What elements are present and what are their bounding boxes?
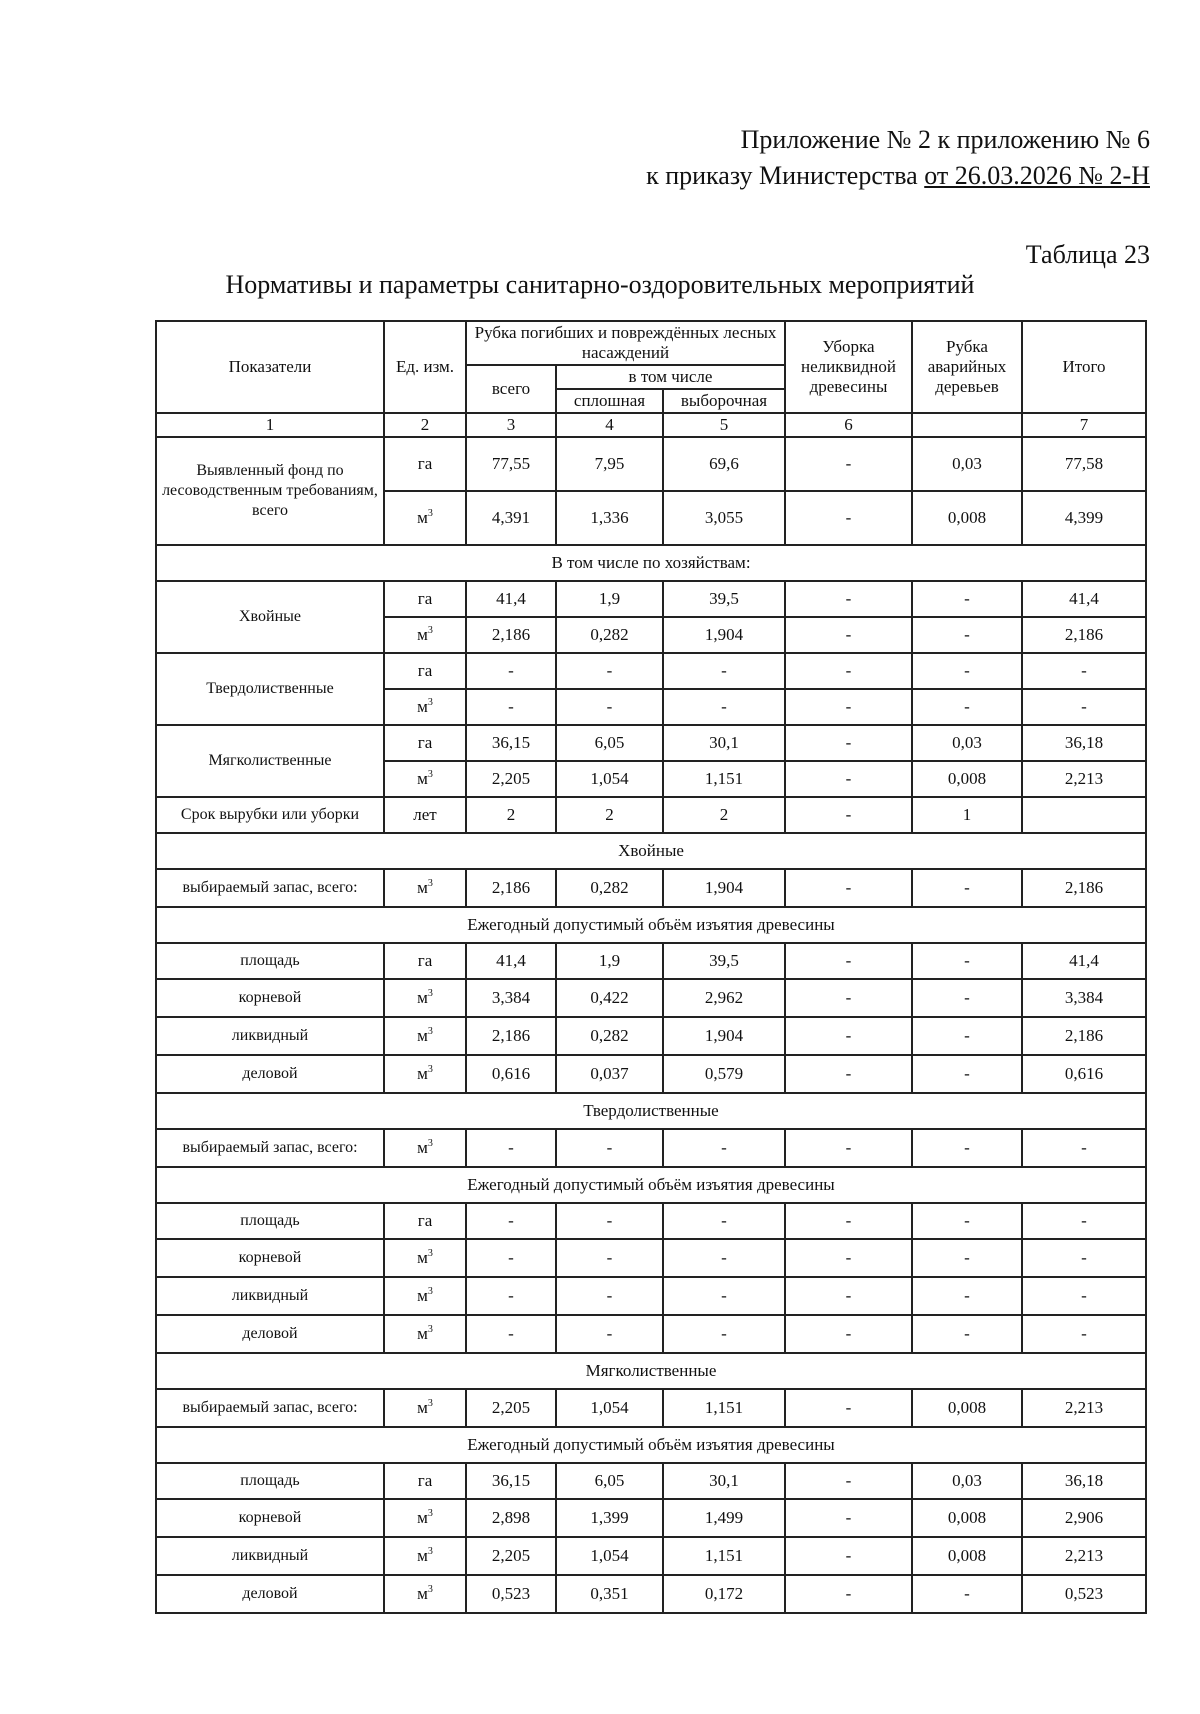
value-cell: 6,05 bbox=[556, 1463, 663, 1499]
table-row bbox=[156, 1499, 1146, 1537]
col-unit: Ед. изм. bbox=[384, 321, 466, 413]
value-cell: 77,58 bbox=[1022, 437, 1146, 491]
value-cell: 0,616 bbox=[1022, 1055, 1146, 1093]
unit-cell bbox=[384, 1239, 466, 1277]
value-cell: - bbox=[785, 437, 912, 491]
col-emergency: Рубка аварийных деревьев bbox=[912, 321, 1022, 413]
value-cell: 2 bbox=[556, 797, 663, 833]
value-cell: - bbox=[785, 1575, 912, 1613]
unit-cell: га bbox=[384, 1463, 466, 1499]
value-cell: 1,904 bbox=[663, 1017, 785, 1055]
unit-m: м bbox=[417, 1508, 428, 1527]
value-cell: - bbox=[785, 1277, 912, 1315]
value-cell: - bbox=[785, 1315, 912, 1353]
unit-cell bbox=[384, 869, 466, 907]
unit-exp: 3 bbox=[427, 1248, 433, 1259]
value-cell: - bbox=[556, 689, 663, 725]
value-cell: - bbox=[1022, 653, 1146, 689]
col-itogo: Итого bbox=[1022, 321, 1146, 413]
table-header bbox=[156, 321, 1146, 437]
value-cell: - bbox=[785, 689, 912, 725]
value-cell: - bbox=[785, 1017, 912, 1055]
value-cell: - bbox=[785, 1537, 912, 1575]
unit-exp: 3 bbox=[427, 1546, 433, 1557]
value-cell: - bbox=[663, 1277, 785, 1315]
unit-m: м bbox=[417, 988, 428, 1007]
header-order-date: от 26.03.2026 № 2-Н bbox=[924, 161, 1150, 190]
header-order-prefix: к приказу Министерства bbox=[646, 161, 925, 190]
section-row bbox=[156, 1167, 1146, 1203]
table-number: Таблица 23 bbox=[1025, 240, 1150, 269]
unit-exp: 3 bbox=[427, 988, 433, 999]
col-indicators: Показатели bbox=[156, 321, 384, 413]
value-cell: - bbox=[556, 653, 663, 689]
value-cell: - bbox=[1022, 1129, 1146, 1167]
row-label: корневой bbox=[156, 1499, 384, 1537]
unit-exp: 3 bbox=[427, 1398, 433, 1409]
unit-cell bbox=[384, 1129, 466, 1167]
value-cell: 2,213 bbox=[1022, 1537, 1146, 1575]
col-clear: сплошная bbox=[556, 389, 663, 413]
value-cell: 1 bbox=[912, 797, 1022, 833]
value-cell: 1,151 bbox=[663, 1389, 785, 1427]
unit-m: м bbox=[417, 625, 428, 644]
value-cell: - bbox=[663, 1315, 785, 1353]
col-selective: выборочная bbox=[663, 389, 785, 413]
section-row bbox=[156, 833, 1146, 869]
table-title: Нормативы и параметры санитарно-оздоровительных мероприятий bbox=[225, 270, 975, 299]
unit-cell: га bbox=[384, 725, 466, 761]
value-cell: - bbox=[556, 1203, 663, 1239]
table-row bbox=[156, 979, 1146, 1017]
unit-cell bbox=[384, 1389, 466, 1427]
row-label: ликвидный bbox=[156, 1017, 384, 1055]
table-row bbox=[156, 1315, 1146, 1353]
row-label: корневой bbox=[156, 1239, 384, 1277]
unit-cell: га bbox=[384, 1203, 466, 1239]
value-cell: - bbox=[556, 1315, 663, 1353]
unit-m: м bbox=[417, 1546, 428, 1565]
unit-cell: га bbox=[384, 437, 466, 491]
unit-m: м bbox=[417, 1064, 428, 1083]
value-cell: 2 bbox=[663, 797, 785, 833]
value-cell: 1,151 bbox=[663, 1537, 785, 1575]
value-cell: 0,037 bbox=[556, 1055, 663, 1093]
value-cell: 2,186 bbox=[1022, 617, 1146, 653]
value-cell: 2,898 bbox=[466, 1499, 556, 1537]
value-cell: - bbox=[785, 1463, 912, 1499]
table-row bbox=[156, 869, 1146, 907]
value-cell: 1,054 bbox=[556, 1537, 663, 1575]
value-cell: - bbox=[785, 491, 912, 545]
value-cell: 1,9 bbox=[556, 581, 663, 617]
table-row bbox=[156, 581, 1146, 617]
col-felling: Рубка погибших и повреждённых лесных насаждений bbox=[466, 321, 785, 365]
value-cell: 30,1 bbox=[663, 1463, 785, 1499]
value-cell: 4,391 bbox=[466, 491, 556, 545]
unit-exp: 3 bbox=[427, 697, 433, 708]
value-cell: - bbox=[785, 1129, 912, 1167]
value-cell: - bbox=[912, 1239, 1022, 1277]
value-cell: - bbox=[556, 1239, 663, 1277]
row-label: деловой bbox=[156, 1315, 384, 1353]
unit-m: м bbox=[417, 769, 428, 788]
unit-m: м bbox=[417, 697, 428, 716]
value-cell: - bbox=[1022, 689, 1146, 725]
unit-cell: га bbox=[384, 943, 466, 979]
unit-m: м bbox=[417, 1324, 428, 1343]
farm-name: Хвойные bbox=[156, 581, 384, 653]
section-title: Хвойные bbox=[156, 833, 1146, 869]
value-cell: - bbox=[912, 1017, 1022, 1055]
value-cell: - bbox=[785, 943, 912, 979]
value-cell: - bbox=[785, 653, 912, 689]
value-cell: 0,008 bbox=[912, 1499, 1022, 1537]
value-cell: - bbox=[785, 581, 912, 617]
unit-cell bbox=[384, 1575, 466, 1613]
unit-m: м bbox=[417, 1398, 428, 1417]
value-cell bbox=[1022, 797, 1146, 833]
value-cell: 41,4 bbox=[466, 943, 556, 979]
value-cell: 41,4 bbox=[1022, 581, 1146, 617]
value-cell: 1,336 bbox=[556, 491, 663, 545]
value-cell: 1,904 bbox=[663, 869, 785, 907]
unit-cell bbox=[384, 689, 466, 725]
section-row bbox=[156, 1427, 1146, 1463]
col-num: 6 bbox=[785, 413, 912, 437]
value-cell: 77,55 bbox=[466, 437, 556, 491]
unit-m: м bbox=[417, 1138, 428, 1157]
unit-exp: 3 bbox=[427, 1064, 433, 1075]
table-row bbox=[156, 437, 1146, 491]
row-label: площадь bbox=[156, 1463, 384, 1499]
term-label: Срок вырубки или уборки bbox=[156, 797, 384, 833]
value-cell: - bbox=[466, 1277, 556, 1315]
value-cell: - bbox=[785, 869, 912, 907]
unit-cell bbox=[384, 1277, 466, 1315]
unit-cell bbox=[384, 761, 466, 797]
value-cell: 1,499 bbox=[663, 1499, 785, 1537]
unit-m: м bbox=[417, 1584, 428, 1603]
unit-exp: 3 bbox=[427, 625, 433, 636]
value-cell: - bbox=[912, 1315, 1022, 1353]
row-label: деловой bbox=[156, 1055, 384, 1093]
value-cell: - bbox=[912, 1277, 1022, 1315]
col-including: в том числе bbox=[556, 365, 785, 389]
unit-exp: 3 bbox=[427, 1286, 433, 1297]
table-row bbox=[156, 1277, 1146, 1315]
value-cell: - bbox=[912, 943, 1022, 979]
row-label: ликвидный bbox=[156, 1537, 384, 1575]
value-cell: - bbox=[912, 1203, 1022, 1239]
value-cell: 1,904 bbox=[663, 617, 785, 653]
col-num: 1 bbox=[156, 413, 384, 437]
norms-table bbox=[155, 320, 1147, 1614]
row-label: корневой bbox=[156, 979, 384, 1017]
value-cell: 0,008 bbox=[912, 761, 1022, 797]
value-cell: 0,616 bbox=[466, 1055, 556, 1093]
value-cell: 0,008 bbox=[912, 1389, 1022, 1427]
value-cell: 36,15 bbox=[466, 1463, 556, 1499]
unit-m: м bbox=[417, 1248, 428, 1267]
value-cell: 0,351 bbox=[556, 1575, 663, 1613]
unit-exp: 3 bbox=[427, 1584, 433, 1595]
value-cell: 1,399 bbox=[556, 1499, 663, 1537]
table-row bbox=[156, 1389, 1146, 1427]
value-cell: - bbox=[556, 1129, 663, 1167]
value-cell: 2,186 bbox=[1022, 1017, 1146, 1055]
value-cell: 36,15 bbox=[466, 725, 556, 761]
value-cell: 1,151 bbox=[663, 761, 785, 797]
section-title: Мягколиственные bbox=[156, 1353, 1146, 1389]
value-cell: 2,186 bbox=[466, 1017, 556, 1055]
unit-cell bbox=[384, 979, 466, 1017]
annual-title: Ежегодный допустимый объём изъятия древесины bbox=[156, 1427, 1146, 1463]
value-cell: 41,4 bbox=[1022, 943, 1146, 979]
value-cell: 2,205 bbox=[466, 1537, 556, 1575]
value-cell: 0,579 bbox=[663, 1055, 785, 1093]
unit-m: м bbox=[417, 1026, 428, 1045]
unit-m: м bbox=[417, 1286, 428, 1305]
value-cell: - bbox=[912, 979, 1022, 1017]
row-label: деловой bbox=[156, 1575, 384, 1613]
value-cell: - bbox=[785, 1055, 912, 1093]
value-cell: - bbox=[785, 797, 912, 833]
value-cell: 2,186 bbox=[1022, 869, 1146, 907]
row-label: площадь bbox=[156, 943, 384, 979]
value-cell: - bbox=[912, 689, 1022, 725]
unit-m: м bbox=[417, 878, 428, 897]
value-cell: 1,054 bbox=[556, 761, 663, 797]
column-numbers-row bbox=[156, 413, 1146, 437]
table-row bbox=[156, 1055, 1146, 1093]
unit-exp: 3 bbox=[427, 769, 433, 780]
value-cell: - bbox=[556, 1277, 663, 1315]
stock-label: выбираемый запас, всего: bbox=[156, 869, 384, 907]
farm-name: Твердолиственные bbox=[156, 653, 384, 725]
farm-name: Мягколиственные bbox=[156, 725, 384, 797]
table-row bbox=[156, 653, 1146, 689]
value-cell: - bbox=[912, 1575, 1022, 1613]
value-cell: - bbox=[912, 617, 1022, 653]
unit-cell bbox=[384, 491, 466, 545]
header-line-1: Приложение № 2 к приложению № 6 bbox=[740, 125, 1150, 154]
unit-cell: га bbox=[384, 581, 466, 617]
value-cell: - bbox=[785, 1239, 912, 1277]
value-cell: - bbox=[785, 725, 912, 761]
value-cell: 36,18 bbox=[1022, 725, 1146, 761]
row-label: площадь bbox=[156, 1203, 384, 1239]
stock-label: выбираемый запас, всего: bbox=[156, 1129, 384, 1167]
section-title: Твердолиственные bbox=[156, 1093, 1146, 1129]
unit-cell bbox=[384, 1315, 466, 1353]
unit-cell bbox=[384, 1017, 466, 1055]
value-cell: - bbox=[466, 1129, 556, 1167]
value-cell: - bbox=[912, 1055, 1022, 1093]
value-cell: - bbox=[1022, 1315, 1146, 1353]
value-cell: - bbox=[912, 869, 1022, 907]
unit-cell: лет bbox=[384, 797, 466, 833]
value-cell: - bbox=[663, 653, 785, 689]
annual-title: Ежегодный допустимый объём изъятия древесины bbox=[156, 907, 1146, 943]
col-num: 5 bbox=[663, 413, 785, 437]
document-header bbox=[646, 122, 1150, 194]
value-cell: 0,282 bbox=[556, 617, 663, 653]
value-cell: 0,008 bbox=[912, 491, 1022, 545]
value-cell: - bbox=[1022, 1239, 1146, 1277]
table-row bbox=[156, 1017, 1146, 1055]
unit-exp: 3 bbox=[427, 1138, 433, 1149]
value-cell: - bbox=[1022, 1203, 1146, 1239]
value-cell: 1,054 bbox=[556, 1389, 663, 1427]
table-row bbox=[156, 943, 1146, 979]
value-cell: 41,4 bbox=[466, 581, 556, 617]
value-cell: 36,18 bbox=[1022, 1463, 1146, 1499]
value-cell: 0,008 bbox=[912, 1537, 1022, 1575]
by-farm-title: В том числе по хозяйствам: bbox=[156, 545, 1146, 581]
value-cell: 2,213 bbox=[1022, 1389, 1146, 1427]
col-num: 4 bbox=[556, 413, 663, 437]
value-cell: 2,906 bbox=[1022, 1499, 1146, 1537]
value-cell: 0,282 bbox=[556, 869, 663, 907]
value-cell: 0,172 bbox=[663, 1575, 785, 1613]
col-num: 3 bbox=[466, 413, 556, 437]
value-cell: - bbox=[466, 1239, 556, 1277]
value-cell: - bbox=[912, 653, 1022, 689]
row-label: ликвидный bbox=[156, 1277, 384, 1315]
section-row bbox=[156, 545, 1146, 581]
unit-cell bbox=[384, 1499, 466, 1537]
table-row bbox=[156, 1203, 1146, 1239]
value-cell: - bbox=[663, 1129, 785, 1167]
col-cleanup: Уборка неликвидной древесины bbox=[785, 321, 912, 413]
unit-exp: 3 bbox=[427, 878, 433, 889]
value-cell: 2,205 bbox=[466, 1389, 556, 1427]
value-cell: 39,5 bbox=[663, 943, 785, 979]
table-row bbox=[156, 725, 1146, 761]
value-cell: 3,384 bbox=[1022, 979, 1146, 1017]
value-cell: 39,5 bbox=[663, 581, 785, 617]
value-cell: 3,055 bbox=[663, 491, 785, 545]
value-cell: 30,1 bbox=[663, 725, 785, 761]
unit-cell bbox=[384, 617, 466, 653]
unit-exp: 3 bbox=[427, 508, 433, 519]
table-row bbox=[156, 1129, 1146, 1167]
col-num: 7 bbox=[1022, 413, 1146, 437]
unit-exp: 3 bbox=[427, 1026, 433, 1037]
value-cell: 3,384 bbox=[466, 979, 556, 1017]
value-cell: - bbox=[663, 1239, 785, 1277]
value-cell: - bbox=[466, 1315, 556, 1353]
value-cell: - bbox=[466, 653, 556, 689]
value-cell: - bbox=[912, 1129, 1022, 1167]
table-row bbox=[156, 797, 1146, 833]
value-cell: 0,282 bbox=[556, 1017, 663, 1055]
value-cell: - bbox=[466, 689, 556, 725]
annual-title: Ежегодный допустимый объём изъятия древесины bbox=[156, 1167, 1146, 1203]
unit-exp: 3 bbox=[427, 1324, 433, 1335]
fund-label: Выявленный фонд по лесоводственным требованиям, всего bbox=[156, 437, 384, 545]
col-num bbox=[912, 413, 1022, 437]
value-cell: - bbox=[785, 617, 912, 653]
section-row bbox=[156, 907, 1146, 943]
section-row bbox=[156, 1353, 1146, 1389]
value-cell: 0,03 bbox=[912, 437, 1022, 491]
table-row bbox=[156, 1575, 1146, 1613]
value-cell: 0,523 bbox=[1022, 1575, 1146, 1613]
value-cell: 4,399 bbox=[1022, 491, 1146, 545]
col-num: 2 bbox=[384, 413, 466, 437]
value-cell: - bbox=[785, 1499, 912, 1537]
stock-label: выбираемый запас, всего: bbox=[156, 1389, 384, 1427]
value-cell: 2 bbox=[466, 797, 556, 833]
value-cell: 0,03 bbox=[912, 725, 1022, 761]
value-cell: 2,205 bbox=[466, 761, 556, 797]
value-cell: 2,186 bbox=[466, 617, 556, 653]
table-row bbox=[156, 1463, 1146, 1499]
value-cell: 2,186 bbox=[466, 869, 556, 907]
unit-exp: 3 bbox=[427, 1508, 433, 1519]
value-cell: 2,213 bbox=[1022, 761, 1146, 797]
value-cell: - bbox=[663, 689, 785, 725]
value-cell: 69,6 bbox=[663, 437, 785, 491]
section-row bbox=[156, 1093, 1146, 1129]
unit-cell: га bbox=[384, 653, 466, 689]
value-cell: - bbox=[785, 979, 912, 1017]
value-cell: - bbox=[785, 1389, 912, 1427]
unit-cell bbox=[384, 1055, 466, 1093]
value-cell: 6,05 bbox=[556, 725, 663, 761]
table-row bbox=[156, 1537, 1146, 1575]
value-cell: - bbox=[1022, 1277, 1146, 1315]
unit-cell bbox=[384, 1537, 466, 1575]
header-line-2 bbox=[646, 158, 1150, 194]
value-cell: - bbox=[466, 1203, 556, 1239]
value-cell: 0,03 bbox=[912, 1463, 1022, 1499]
value-cell: 0,523 bbox=[466, 1575, 556, 1613]
value-cell: - bbox=[785, 761, 912, 797]
unit-m: м bbox=[417, 508, 428, 527]
value-cell: - bbox=[785, 1203, 912, 1239]
value-cell: 2,962 bbox=[663, 979, 785, 1017]
value-cell: - bbox=[663, 1203, 785, 1239]
col-total: всего bbox=[466, 365, 556, 413]
table-row bbox=[156, 1239, 1146, 1277]
value-cell: - bbox=[912, 581, 1022, 617]
value-cell: 1,9 bbox=[556, 943, 663, 979]
value-cell: 7,95 bbox=[556, 437, 663, 491]
value-cell: 0,422 bbox=[556, 979, 663, 1017]
